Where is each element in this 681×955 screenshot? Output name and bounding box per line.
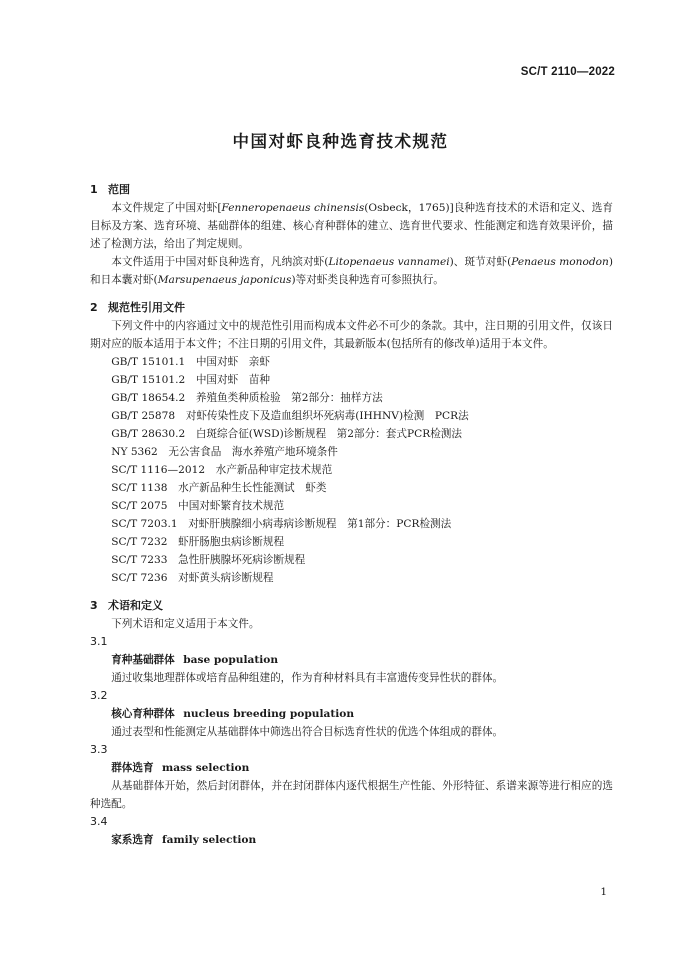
section-title: 术语和定义: [108, 599, 163, 612]
page-number: 1: [600, 886, 607, 898]
term-cn: 核心育种群体: [111, 708, 175, 720]
term-definition: 从基础群体开始，然后封闭群体，并在封闭群体内逐代根据生产性能、外形特征、系谱来源等进行相应的选种选配。: [90, 780, 613, 810]
section-number: 3: [90, 599, 98, 612]
reference-item: GB/T 25878 对虾传染性皮下及造血组织坏死病毒(IHHNV)检测 PCR法: [111, 410, 469, 422]
scope-paragraph-2: [90, 253, 613, 289]
document-body: [90, 181, 613, 849]
latin-name: Litopenaeus vannamei: [328, 256, 450, 268]
scope-paragraph-1: [90, 199, 613, 253]
text-run: )等对虾类良种选育可参照执行。: [291, 274, 444, 286]
term-number: 3.2: [90, 689, 108, 702]
section-number: 1: [90, 183, 98, 196]
term-definition: 通过收集地理群体或培育品种组建的，作为育种材料具有丰富遗传变异性状的群体。: [111, 672, 504, 684]
latin-name: Fenneropenaeus chinensis: [221, 202, 365, 214]
latin-name: Penaeus monodon: [511, 256, 609, 268]
term-cn: 育种基础群体: [111, 654, 175, 666]
latin-name: Marsupenaeus japonicus: [157, 274, 292, 286]
section-number: 2: [90, 301, 98, 314]
term-definition: 通过表型和性能测定从基础群体中筛选出符合目标选育性状的优选个体组成的群体。: [111, 726, 504, 738]
section-title: 规范性引用文件: [108, 301, 185, 314]
reference-list: [90, 353, 613, 587]
term-number: 3.1: [90, 635, 108, 648]
reference-item: SC/T 7236 对虾黄头病诊断规程: [111, 572, 274, 584]
document-code: SC/T 2110—2022: [520, 66, 615, 78]
term-heading: [90, 831, 613, 849]
reference-item: SC/T 2075 中国对虾繁育技术规范: [111, 500, 285, 512]
reference-item: NY 5362 无公害食品 海水养殖产地环境条件: [111, 446, 338, 458]
term-cn: 群体选育: [111, 762, 154, 774]
term-heading: [90, 759, 613, 777]
section-heading-terms: [90, 597, 613, 615]
term-en: nucleus breeding population: [183, 708, 355, 720]
term-heading: [90, 705, 613, 723]
reference-item: SC/T 7232 虾肝肠胞虫病诊断规程: [111, 536, 285, 548]
reference-item: SC/T 1116—2012 水产新品种审定技术规范: [111, 464, 333, 476]
section-heading-normative-references: [90, 299, 613, 317]
section-heading-scope: [90, 181, 613, 199]
text-run: 本文件规定了中国对虾[: [111, 202, 222, 214]
text-run: (Osbeck，1765)]良种选育技术的术语和定义、选育目标及方案、选育环境、基础群体的组建、核心育种群体的建立、选育世代要求、性能测定和选育效果评价，描述了检测方法，给出了判定规则。: [90, 202, 613, 250]
document-title: 中国对虾良种选育技术规范: [232, 132, 449, 151]
term-number: 3.3: [90, 743, 108, 756]
reference-item: GB/T 15101.2 中国对虾 苗种: [111, 374, 270, 386]
text-run: )和日本囊对虾(: [90, 256, 613, 286]
term-en: mass selection: [162, 762, 250, 774]
reference-item: GB/T 15101.1 中国对虾 亲虾: [111, 356, 270, 368]
reference-item: GB/T 28630.2 白斑综合征(WSD)诊断规程 第2部分：套式PCR检测法: [111, 428, 462, 440]
text-run: 本文件适用于中国对虾良种选育，凡纳滨对虾(: [111, 256, 329, 268]
term-heading: [90, 651, 613, 669]
reference-item: SC/T 1138 水产新品种生长性能测试 虾类: [111, 482, 327, 494]
reference-item: GB/T 18654.2 养殖鱼类种质检验 第2部分：抽样方法: [111, 392, 383, 404]
section-title: 范围: [108, 183, 130, 196]
reference-item: SC/T 7233 急性肝胰腺坏死病诊断规程: [111, 554, 306, 566]
term-cn: 家系选育: [111, 834, 154, 846]
text-run: )、斑节对虾(: [449, 256, 512, 268]
term-en: family selection: [162, 834, 257, 846]
terms-intro: 下列术语和定义适用于本文件。: [111, 618, 260, 630]
term-number: 3.4: [90, 815, 108, 828]
reference-item: SC/T 7203.1 对虾肝胰腺细小病毒病诊断规程 第1部分：PCR检测法: [111, 518, 452, 530]
references-intro: 下列文件中的内容通过文中的规范性引用而构成本文件必不可少的条款。其中，注日期的引用文件，仅该日期对应的版本适用于本文件；不注日期的引用文件，其最新版本(包括所有的修改单)适用于本文件。: [90, 320, 613, 350]
term-en: base population: [183, 654, 279, 666]
